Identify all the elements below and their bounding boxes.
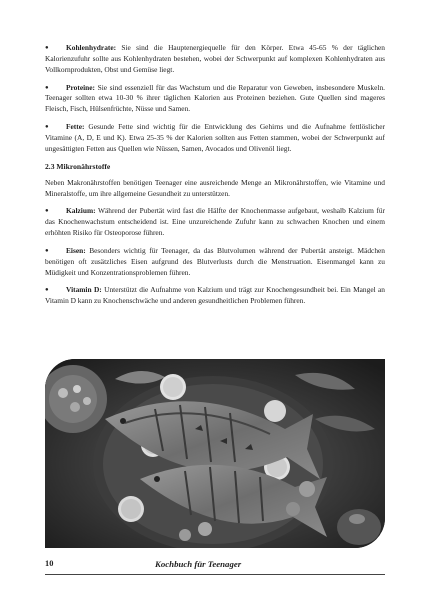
page-footer: [45, 559, 385, 573]
bullet-lead: Fette:: [66, 122, 85, 132]
bullet-lead: Kohlenhydrate:: [66, 43, 117, 52]
footer-divider: [45, 574, 385, 575]
bullet-proteins: [45, 83, 385, 116]
bullet-text: Unterstützt die Aufnahme von Kalzium und trägt zur Knochengesundheit bei. Ein Mangel an Vitamin D kann zu Knochenschwäche und anderen gesundheitlichen Problemen führen.: [45, 285, 385, 306]
page-content: [45, 43, 385, 314]
bullet-lead: Kalzium:: [66, 206, 96, 216]
page-number: 10: [45, 559, 54, 568]
section-heading: 2.3 Mikronährstoffe: [45, 161, 111, 171]
bullet-carbohydrates: [45, 43, 385, 76]
bullet-text: Besonders wichtig für Teenager, da das Blutvolumen während der Pubertät ansteigt. Mädchen benötigen oft zusätzliches Eisen aufgrund des Blutverlusts durch die Menstruation. Eisenmangel kann zu Müdigkeit und Konzentrationsproblemen führen.: [45, 245, 385, 277]
bullet-lead: Eisen:: [66, 245, 86, 255]
section-intro: Neben Makronährstoffen benötigen Teenager eine ausreichende Menge an Mikronährstoffen, wie Vitamine und Mineralstoffe, um ihre allgemeine Gesundheit zu unterstützen.: [45, 177, 385, 198]
bullet-text: Während der Pubertät wird fast die Hälfte der Knochenmasse aufgebaut, weshalb Kalzium für das Knochenwachstum entscheidend ist. Eine unzureichende Zufuhr kann zu schwachen Knochen und einem erhöhten Risiko für Osteoporose führen.: [45, 206, 385, 238]
bullet-iron: [45, 246, 385, 279]
bullet-lead: Vitamin D:: [66, 285, 102, 295]
bullet-text: Sie sind die Hauptenergiequelle für den Körper. Etwa 45-65 % der täglichen Kalorienzufuhr sollte aus Kohlenhydraten bestehen, wobei der Schwerpunkt auf komplexen Kohlenhydraten aus Vollkornprodukten, Obst und Gemüse liegt.: [45, 43, 385, 74]
bullet-text: Gesunde Fette sind wichtig für die Entwicklung des Gehirns und die Aufnahme fettlöslicher Vitamine (A, D, E und K). Etwa 25-35 % der Kalorien sollten aus Fetten stammen, wobei der Schwerpunkt auf ungesättigten Fetten aus Quellen wie Nüssen, Samen, Avocados und Olivenöl liegt.: [45, 122, 385, 153]
book-title: Kochbuch für Teenager: [155, 559, 242, 569]
bullet-vitamin-d: [45, 285, 385, 307]
bullet-fats: [45, 122, 385, 155]
bullet-text: Sie sind essenziell für das Wachstum und die Reparatur von Geweben, insbesondere Muskeln. Teenager sollten etwa 10-30 % ihrer täglichen Kalorien aus Proteinen beziehen. Gute Quellen sind mageres Fleisch, Fisch, Hülsenfrüchte, Nüsse und Samen.: [45, 82, 385, 114]
grilled-fish-photo: [45, 359, 385, 548]
bullet-lead: Proteine:: [66, 82, 96, 92]
bullet-calcium: [45, 206, 385, 239]
